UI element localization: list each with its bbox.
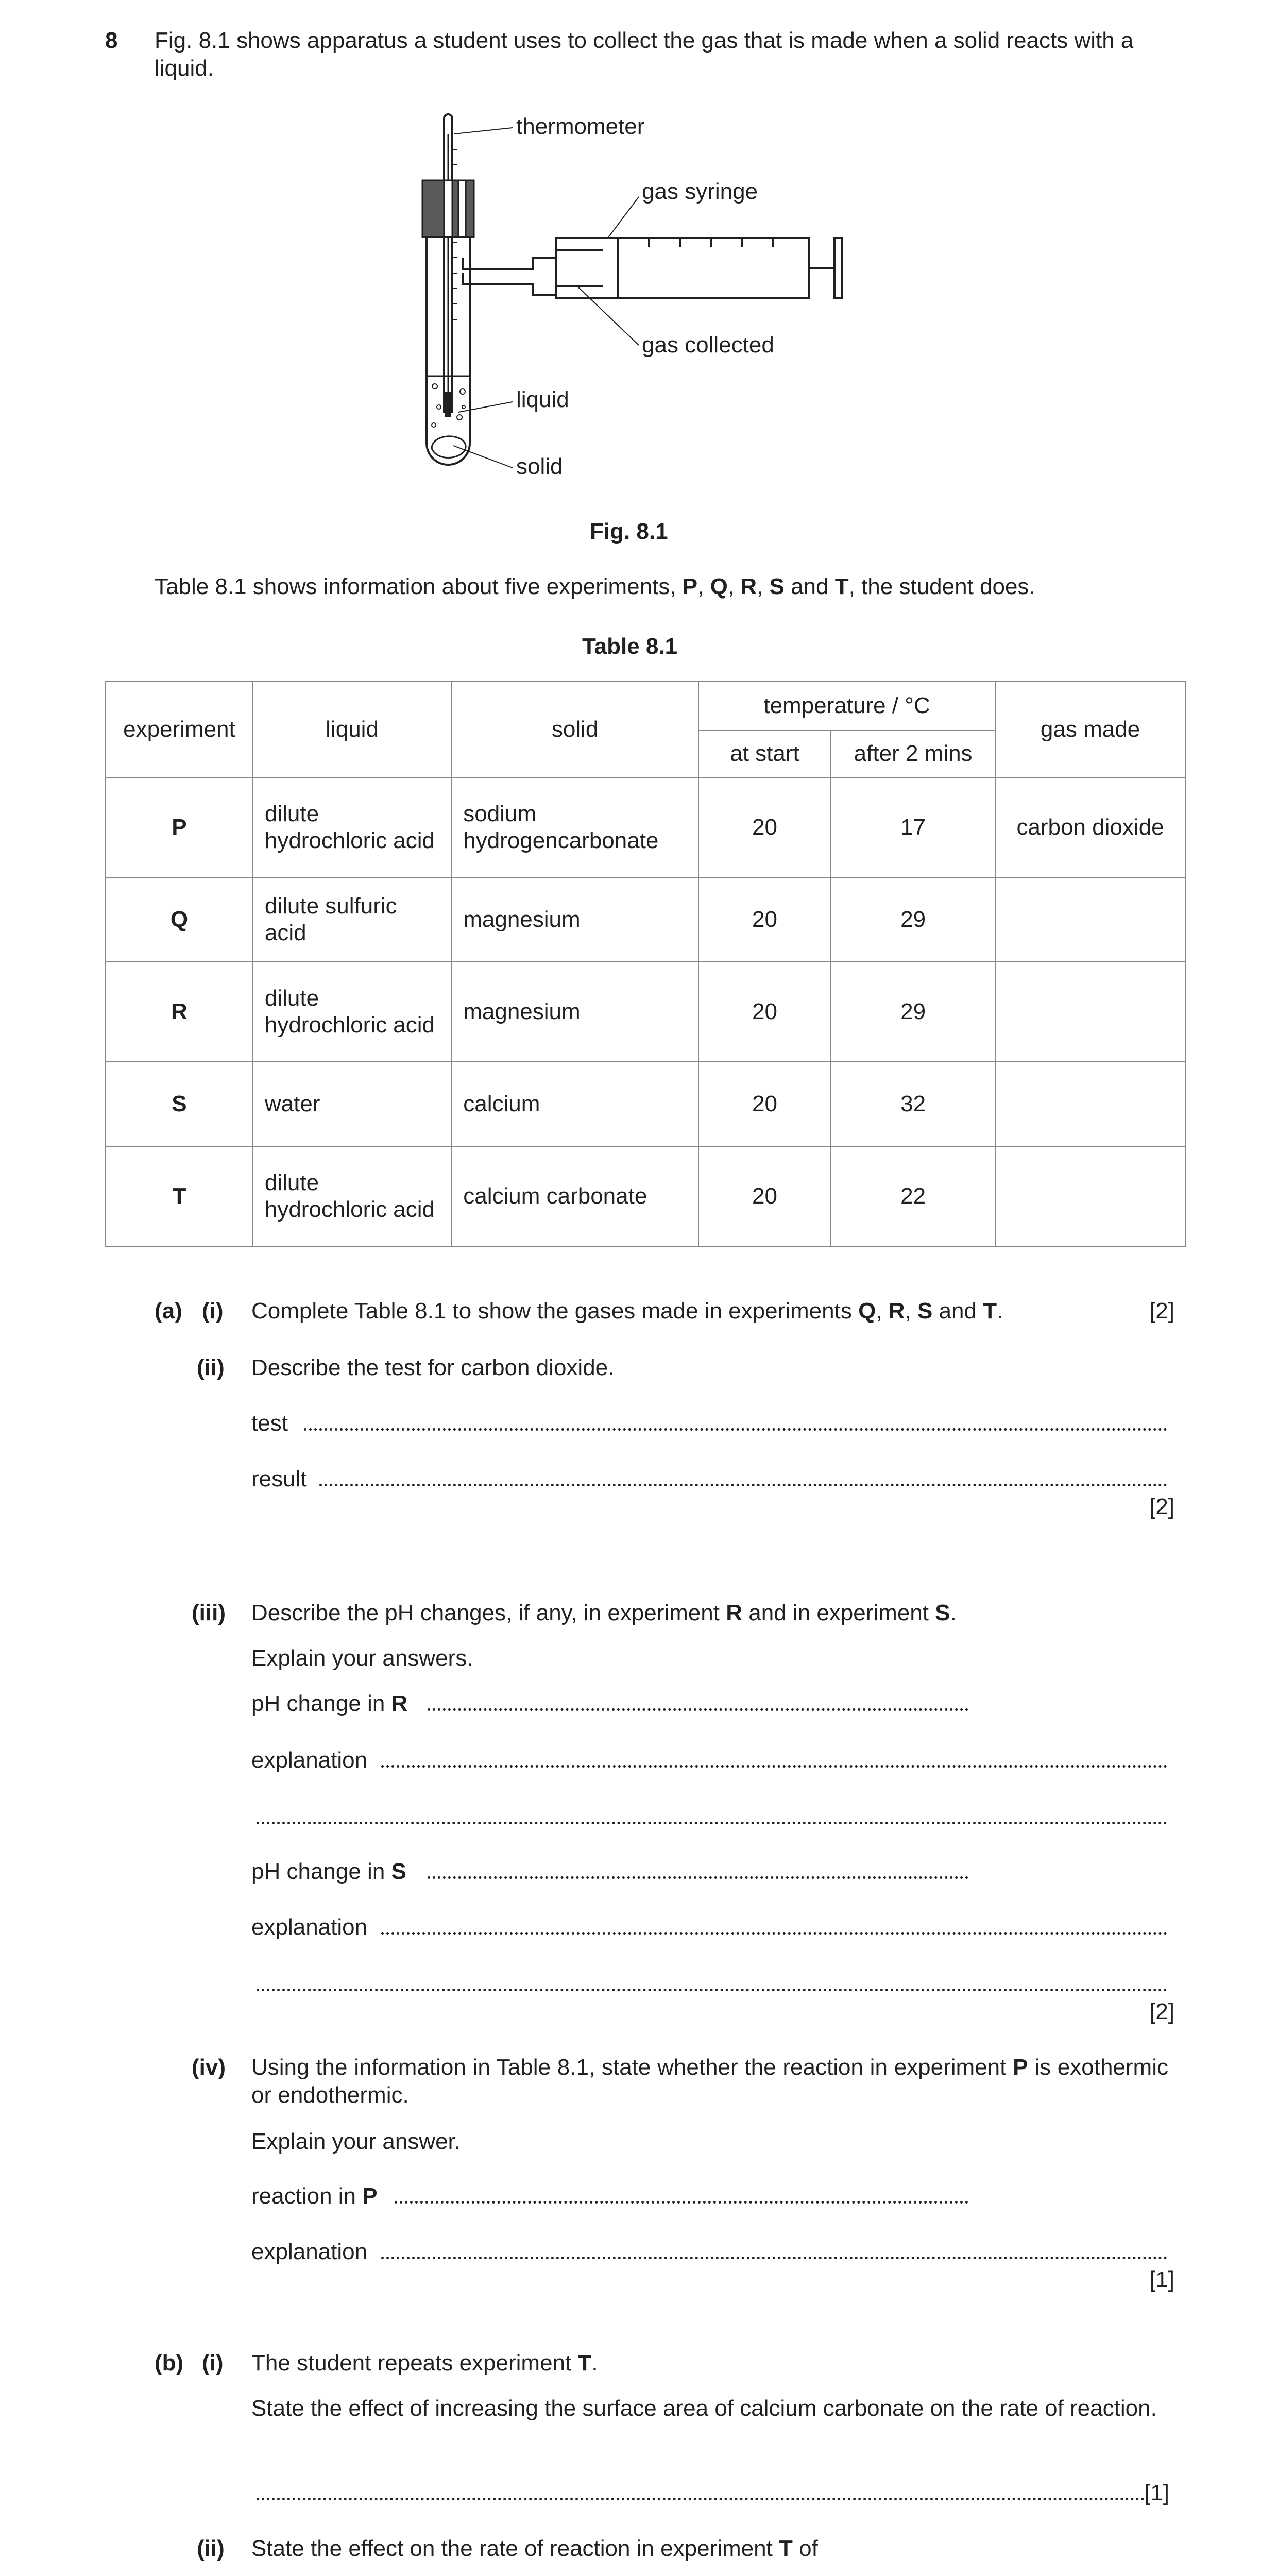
cell-experiment: P <box>106 777 253 877</box>
question-number: 8 <box>105 28 118 53</box>
part-a-ii-text: Describe the test for carbon dioxide. <box>251 1355 615 1380</box>
cell-after-temp: 17 <box>831 777 995 877</box>
cell-gas-made-input[interactable] <box>995 1062 1185 1146</box>
cell-solid: magnesium <box>451 877 698 962</box>
cell-liquid: dilute hydrochloric acid <box>253 1146 451 1246</box>
marks-a-ii: [2] <box>1149 1494 1174 1519</box>
label-thermometer: thermometer <box>516 114 645 139</box>
part-b-ii-label: (ii) <box>197 2536 225 2561</box>
syringe-plunger-handle <box>834 238 842 298</box>
cell-liquid: dilute hydrochloric acid <box>253 777 451 877</box>
result-label: result <box>251 1466 307 1492</box>
syringe-barrel <box>556 238 618 298</box>
part-b-i-text: The student repeats experiment T. <box>251 2350 598 2376</box>
cell-after-temp: 32 <box>831 1062 995 1146</box>
part-a-iii-label: (iii) <box>192 1600 226 1625</box>
header-solid: solid <box>451 682 698 777</box>
header-experiment: experiment <box>106 682 253 777</box>
part-b-i-label: (i) <box>202 2350 224 2376</box>
question-intro: Fig. 8.1 shows apparatus a student uses to collect the gas that is made when a solid reacts with a liquid. <box>155 28 1134 81</box>
header-at-start: at start <box>698 730 831 777</box>
answer-line-explanation-s[interactable] <box>381 1932 1167 1935</box>
label-solid: solid <box>516 454 563 479</box>
label-gas-collected: gas collected <box>642 332 774 358</box>
thermometer-bulb <box>445 392 451 417</box>
answer-line-result[interactable] <box>319 1484 1167 1486</box>
answer-line-explanation-r-2[interactable] <box>257 1822 1167 1824</box>
marks-a-i: [2] <box>1149 1298 1174 1324</box>
part-a-i-label: (i) <box>202 1298 224 1324</box>
cell-start-temp: 20 <box>698 1146 831 1246</box>
cell-after-temp: 29 <box>831 962 995 1062</box>
part-a-i-text: Complete Table 8.1 to show the gases made in experiments Q, R, S and T. <box>251 1298 1003 1324</box>
table-row <box>106 877 1185 962</box>
cell-liquid: dilute hydrochloric acid <box>253 962 451 1062</box>
cell-solid: calcium <box>451 1062 698 1146</box>
part-b-i-state: State the effect of increasing the surface area of calcium carbonate on the rate of reaction. <box>251 2396 1157 2421</box>
solid-lump <box>432 436 466 458</box>
explanation-p-label: explanation <box>251 2239 368 2264</box>
part-b-ii-text: State the effect on the rate of reaction in experiment T of <box>251 2536 818 2561</box>
cell-solid: calcium carbonate <box>451 1146 698 1246</box>
cell-liquid: water <box>253 1062 451 1146</box>
cell-gas-made-input[interactable] <box>995 1146 1185 1246</box>
cell-start-temp: 20 <box>698 1062 831 1146</box>
part-a-ii-label: (ii) <box>197 1355 225 1380</box>
ph-change-s-label: pH change in S <box>251 1859 406 1884</box>
apparatus-diagram <box>402 103 917 495</box>
cell-gas-made-input[interactable] <box>995 877 1185 962</box>
experiments-table <box>105 681 1186 1247</box>
cell-gas-made: carbon dioxide <box>995 777 1185 877</box>
table-row <box>106 1146 1185 1246</box>
cell-solid: sodium hydrogencarbonate <box>451 777 698 877</box>
cell-start-temp: 20 <box>698 777 831 877</box>
delivery-tube <box>463 250 603 269</box>
cell-experiment: T <box>106 1146 253 1246</box>
reaction-p-label: reaction in P <box>251 2183 378 2209</box>
table-intro: Table 8.1 shows information about five experiments, P, Q, R, S and T, the student does. <box>155 574 1035 599</box>
part-a-iii-text: Describe the pH changes, if any, in experiment R and in experiment S. <box>251 1600 957 1625</box>
explain-answers: Explain your answers. <box>251 1646 473 1671</box>
explain-answer: Explain your answer. <box>251 2129 461 2154</box>
table-row <box>106 1062 1185 1146</box>
cell-after-temp: 22 <box>831 1146 995 1246</box>
header-temperature: temperature / °C <box>698 682 995 730</box>
answer-line-reaction-p[interactable] <box>395 2201 968 2204</box>
table-row <box>106 777 1185 877</box>
explanation-r-label: explanation <box>251 1748 368 1773</box>
answer-line-explanation-r[interactable] <box>381 1765 1167 1768</box>
answer-line-ph-s[interactable] <box>428 1876 968 1879</box>
marks-b-i: [1] <box>1144 2480 1169 2505</box>
cell-experiment: Q <box>106 877 253 962</box>
part-a-iv-label: (iv) <box>192 2055 226 2080</box>
table-row <box>106 962 1185 1062</box>
marks-a-iv: [1] <box>1149 2267 1174 2292</box>
cell-start-temp: 20 <box>698 962 831 1062</box>
answer-line-ph-r[interactable] <box>428 1708 968 1711</box>
cell-after-temp: 29 <box>831 877 995 962</box>
cell-gas-made-input[interactable] <box>995 962 1185 1062</box>
marks-a-iii: [2] <box>1149 1999 1174 2024</box>
answer-line-b-i[interactable] <box>257 2498 1145 2500</box>
cell-experiment: R <box>106 962 253 1062</box>
table-caption: Table 8.1 <box>582 634 678 659</box>
explanation-s-label: explanation <box>251 1914 368 1940</box>
part-b-label: (b) <box>155 2350 184 2376</box>
header-after-2-mins: after 2 mins <box>831 730 995 777</box>
answer-line-test[interactable] <box>304 1428 1167 1431</box>
header-liquid: liquid <box>253 682 451 777</box>
part-a-label: (a) <box>155 1298 182 1324</box>
header-gas-made: gas made <box>995 682 1185 777</box>
figure-caption: Fig. 8.1 <box>590 519 668 544</box>
answer-line-explanation-p[interactable] <box>381 2257 1167 2259</box>
cell-liquid: dilute sulfuric acid <box>253 877 451 962</box>
ph-change-r-label: pH change in R <box>251 1691 408 1716</box>
cell-start-temp: 20 <box>698 877 831 962</box>
answer-line-explanation-s-2[interactable] <box>257 1989 1167 1991</box>
label-gas-syringe: gas syringe <box>642 179 758 204</box>
cell-solid: magnesium <box>451 962 698 1062</box>
part-a-iv-text: Using the information in Table 8.1, state whether the reaction in experiment P is exothermic or endothermic. <box>251 2055 1168 2108</box>
label-liquid: liquid <box>516 387 569 412</box>
cell-experiment: S <box>106 1062 253 1146</box>
test-label: test <box>251 1411 288 1436</box>
syringe-plunger-body <box>618 238 809 298</box>
